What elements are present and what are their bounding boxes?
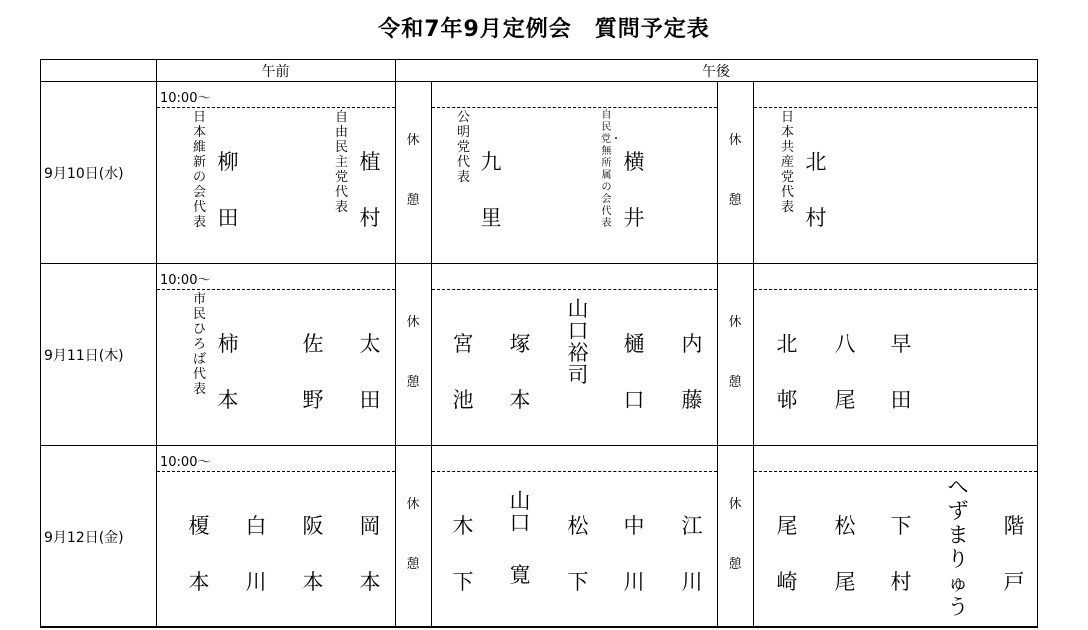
break-label-top: 休 <box>728 315 742 330</box>
time-separator <box>157 107 395 108</box>
member-name-bottom: 里 <box>480 206 502 230</box>
table-border <box>40 626 1038 628</box>
member-name-bottom: 寛 <box>509 563 531 587</box>
time-separator <box>754 107 1037 108</box>
member-name-bottom: 邨 <box>776 388 798 412</box>
member-name-bottom: 田 <box>359 388 381 412</box>
member-name-top: 尾 <box>776 514 798 538</box>
member-name-top: 松 <box>834 514 856 538</box>
member-name-top: 植 <box>359 150 381 174</box>
member-name-top: 北 <box>776 332 798 356</box>
party-label: 市民ひろば代表 <box>192 292 206 397</box>
table-border <box>40 59 41 628</box>
break-label-top: 休 <box>728 497 742 512</box>
start-time: 10:00～ <box>160 273 211 288</box>
member-name-bottom: 井 <box>623 206 645 230</box>
member-name-top: 榎 <box>188 514 210 538</box>
party-label: 自民党・無所属の会代表 <box>601 110 621 229</box>
member-name-bottom: 本 <box>217 388 239 412</box>
start-time: 10:00～ <box>160 91 211 106</box>
break-label-bottom: 憩 <box>406 193 420 208</box>
party-label: 自由民主党代表 <box>334 110 348 215</box>
table-border <box>753 81 754 628</box>
start-time: 10:00～ <box>160 455 211 470</box>
time-separator <box>157 289 395 290</box>
member-name-top: 江 <box>681 514 703 538</box>
time-separator <box>432 289 717 290</box>
member-name-bottom: 本 <box>188 570 210 594</box>
break-label-top: 休 <box>406 315 420 330</box>
member-name-top: 松 <box>567 514 589 538</box>
time-separator <box>432 107 717 108</box>
page-title: 令和7年9月定例会 質問予定表 <box>378 17 710 42</box>
header-am: 午前 <box>261 64 290 80</box>
table-border <box>40 263 1038 264</box>
member-name-top: 九 <box>480 150 502 174</box>
member-name-top: 塚 <box>509 332 531 356</box>
member-name-top: 山口 <box>509 489 531 535</box>
member-name-bottom: 村 <box>359 206 381 230</box>
member-name-bottom: 藤 <box>681 388 703 412</box>
table-border <box>40 445 1038 446</box>
member-name-bottom: 川 <box>623 570 645 594</box>
member-name-bottom: 下 <box>567 570 589 594</box>
table-border <box>717 81 718 628</box>
member-name-bottom: 本 <box>359 570 381 594</box>
table-border <box>40 81 1038 82</box>
member-name-top: 柿 <box>217 332 239 356</box>
break-label-bottom: 憩 <box>728 193 742 208</box>
table-border <box>395 59 396 628</box>
member-name-top: 白 <box>245 514 267 538</box>
member-name-top: 太 <box>359 332 381 356</box>
member-name-bottom: 戸 <box>1003 570 1025 594</box>
member-name-top: 宮 <box>452 332 474 356</box>
member-name-top: 北 <box>805 150 827 174</box>
member-name-top: 横 <box>623 150 645 174</box>
member-name-top: 階 <box>1003 514 1025 538</box>
member-name-bottom: 下 <box>452 570 474 594</box>
member-name-bottom: 野 <box>302 388 324 412</box>
break-label-bottom: 憩 <box>406 375 420 390</box>
break-label-bottom: 憩 <box>728 375 742 390</box>
time-separator <box>157 471 395 472</box>
member-name-top: 木 <box>452 514 474 538</box>
break-label-bottom: 憩 <box>728 557 742 572</box>
member-name-bottom: 川 <box>245 570 267 594</box>
member-name: 山口裕司 <box>567 297 589 387</box>
member-name-bottom: 田 <box>217 206 239 230</box>
member-name-bottom: 尾 <box>834 388 856 412</box>
member-name-bottom: 崎 <box>776 570 798 594</box>
member-name-top: 岡 <box>359 514 381 538</box>
time-separator <box>754 471 1037 472</box>
time-separator <box>754 289 1037 290</box>
time-separator <box>432 471 717 472</box>
member-name-top: 下 <box>890 514 912 538</box>
member-name-bottom: 村 <box>890 570 912 594</box>
party-label: 日本維新の会代表 <box>192 110 206 230</box>
member-name-bottom: 川 <box>681 570 703 594</box>
table-border <box>40 59 1038 60</box>
member-name: へずまりゅう <box>947 475 969 619</box>
member-name-top: 阪 <box>302 514 324 538</box>
member-name-bottom: 尾 <box>834 570 856 594</box>
member-name-bottom: 本 <box>509 388 531 412</box>
party-label: 公明党代表 <box>456 110 470 185</box>
table-border <box>431 81 432 628</box>
member-name-bottom: 村 <box>805 206 827 230</box>
table-border <box>156 59 157 628</box>
break-label-top: 休 <box>728 133 742 148</box>
member-name-top: 内 <box>681 332 703 356</box>
member-name-top: 中 <box>623 514 645 538</box>
header-pm: 午後 <box>702 64 730 80</box>
member-name-top: 八 <box>834 332 856 356</box>
date-label: 9月11日(木) <box>44 348 124 364</box>
member-name-bottom: 池 <box>452 388 474 412</box>
member-name-bottom: 田 <box>890 388 912 412</box>
date-label: 9月10日(水) <box>44 166 124 182</box>
table-border <box>1037 59 1038 628</box>
member-name-top: 樋 <box>623 332 645 356</box>
break-label-bottom: 憩 <box>406 557 420 572</box>
member-name-bottom: 本 <box>302 570 324 594</box>
member-name-bottom: 口 <box>623 388 645 412</box>
date-label: 9月12日(金) <box>44 530 124 546</box>
party-label: 日本共産党代表 <box>780 110 794 215</box>
break-label-top: 休 <box>406 497 420 512</box>
member-name-top: 佐 <box>302 332 324 356</box>
member-name-top: 柳 <box>217 150 239 174</box>
break-label-top: 休 <box>406 133 420 148</box>
member-name-top: 早 <box>890 332 912 356</box>
